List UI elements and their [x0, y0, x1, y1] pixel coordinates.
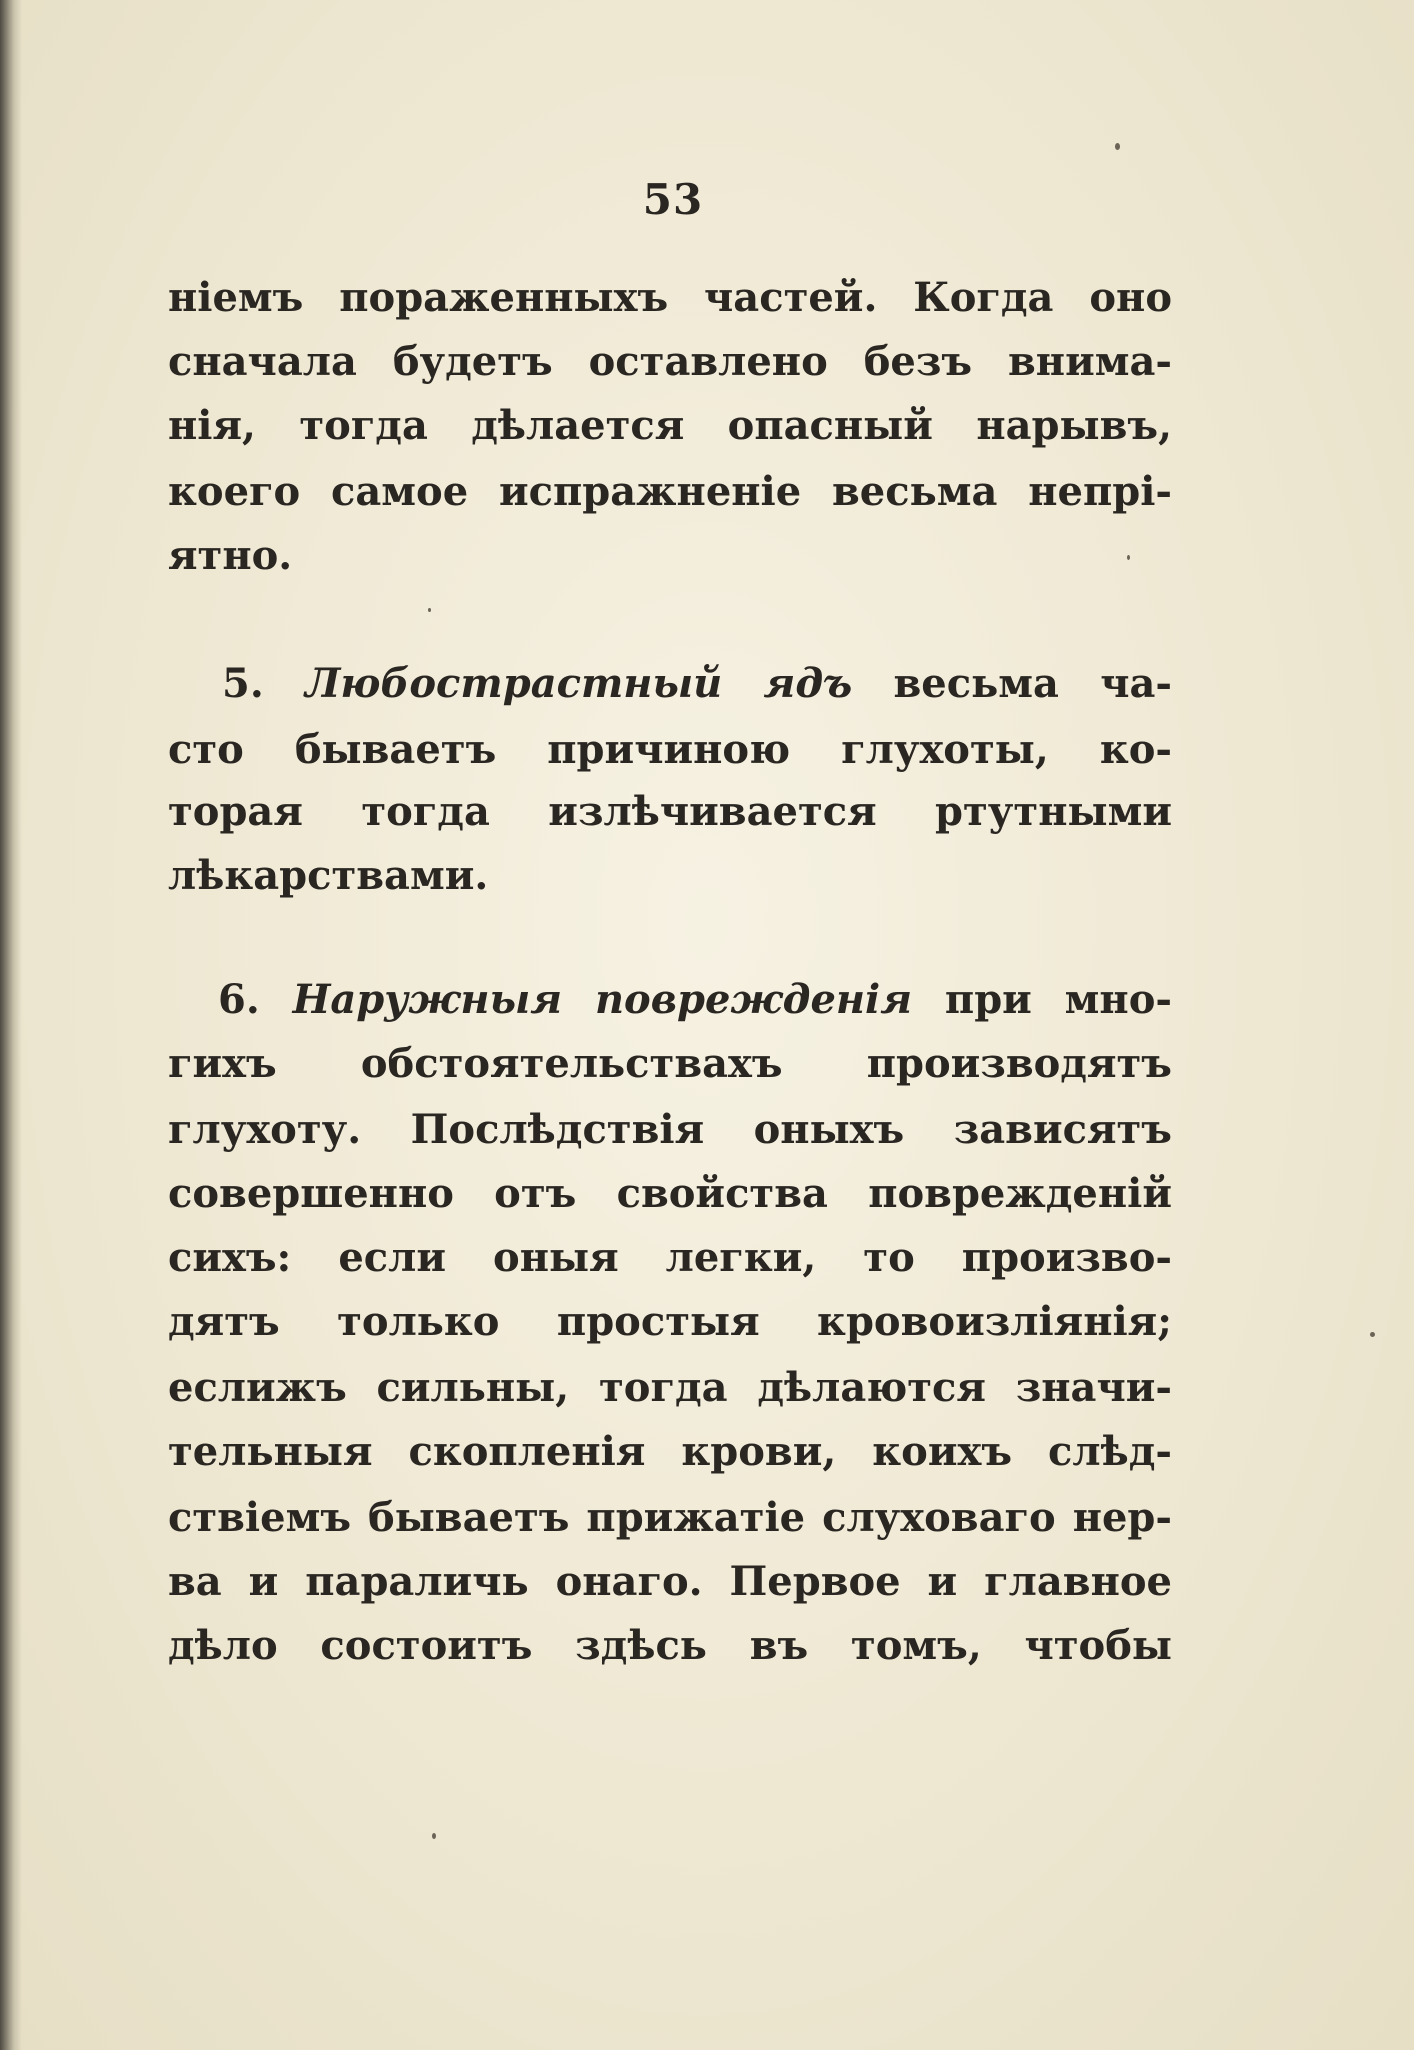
text-line: [168, 534, 1172, 578]
section-5-heading-line: [222, 662, 1172, 706]
paper-speck: [1115, 143, 1120, 150]
paper-speck: [432, 1833, 436, 1839]
text-line: [168, 1366, 1172, 1410]
text-line: [168, 340, 1172, 384]
text-line: [168, 1624, 1172, 1668]
line-text: нія, тогда дѣлается опасный нарывъ,: [168, 402, 1172, 449]
text-line: [168, 1430, 1172, 1474]
page-gutter-shadow: [0, 0, 22, 2050]
text-line: [168, 404, 1172, 448]
line-text: торая тогда излѣчивается ртутными: [168, 788, 1172, 835]
line-text: сто бываетъ причиною глухоты, ко-: [168, 726, 1172, 773]
line-text: глухоту. Послѣдствія оныхъ зависятъ: [168, 1106, 1172, 1153]
line-text: лѣкарствами.: [168, 852, 489, 899]
line-text: дятъ только простыя кровоизліянія;: [168, 1298, 1172, 1345]
line-text: сихъ: если оныя легки, то произво-: [168, 1234, 1172, 1281]
text-line: [168, 1560, 1172, 1604]
line-text: дѣло состоитъ здѣсь въ томъ, чтобы: [168, 1622, 1172, 1669]
section-title: Наружныя поврежденія: [292, 976, 913, 1023]
section-6-heading-line: [218, 978, 1172, 1022]
line-text: сначала будетъ оставлено безъ внима-: [168, 338, 1172, 385]
line-text: ва и параличь онаго. Первое и главное: [168, 1558, 1172, 1605]
text-line: [168, 728, 1172, 772]
text-line: [168, 1236, 1172, 1280]
text-line: [168, 790, 1172, 834]
text-line: [168, 1496, 1172, 1540]
line-text: ятно.: [168, 532, 293, 579]
paper-speck: [1370, 1332, 1375, 1337]
text-line: [168, 276, 1172, 320]
text-line: [168, 1172, 1172, 1216]
section-number: 6.: [218, 976, 260, 1023]
text-line: [168, 1300, 1172, 1344]
text-line: [168, 854, 1172, 898]
line-text: совершенно отъ свойства поврежденій: [168, 1170, 1172, 1217]
section-title: Любострастный ядъ: [305, 660, 853, 707]
line-text: коего самое испражненіе весьма непрі-: [168, 468, 1172, 515]
paper-speck: [428, 608, 431, 612]
page-number: 53: [642, 175, 704, 224]
line-text: при мно-: [944, 976, 1172, 1023]
text-line: [168, 470, 1172, 514]
line-text: гихъ обстоятельствахъ производятъ: [168, 1040, 1172, 1087]
line-text: еслижъ сильны, тогда дѣлаются значи-: [168, 1364, 1172, 1411]
line-text: ніемъ пораженныхъ частей. Когда оно: [168, 274, 1172, 321]
text-line: [168, 1042, 1172, 1086]
line-text: весьма ча-: [893, 660, 1172, 707]
section-number: 5.: [222, 660, 264, 707]
line-text: тельныя скопленія крови, коихъ слѣд-: [168, 1428, 1172, 1475]
line-text: ствіемъ бываетъ прижатіе слуховаго нер-: [168, 1494, 1172, 1541]
text-line: [168, 1108, 1172, 1152]
